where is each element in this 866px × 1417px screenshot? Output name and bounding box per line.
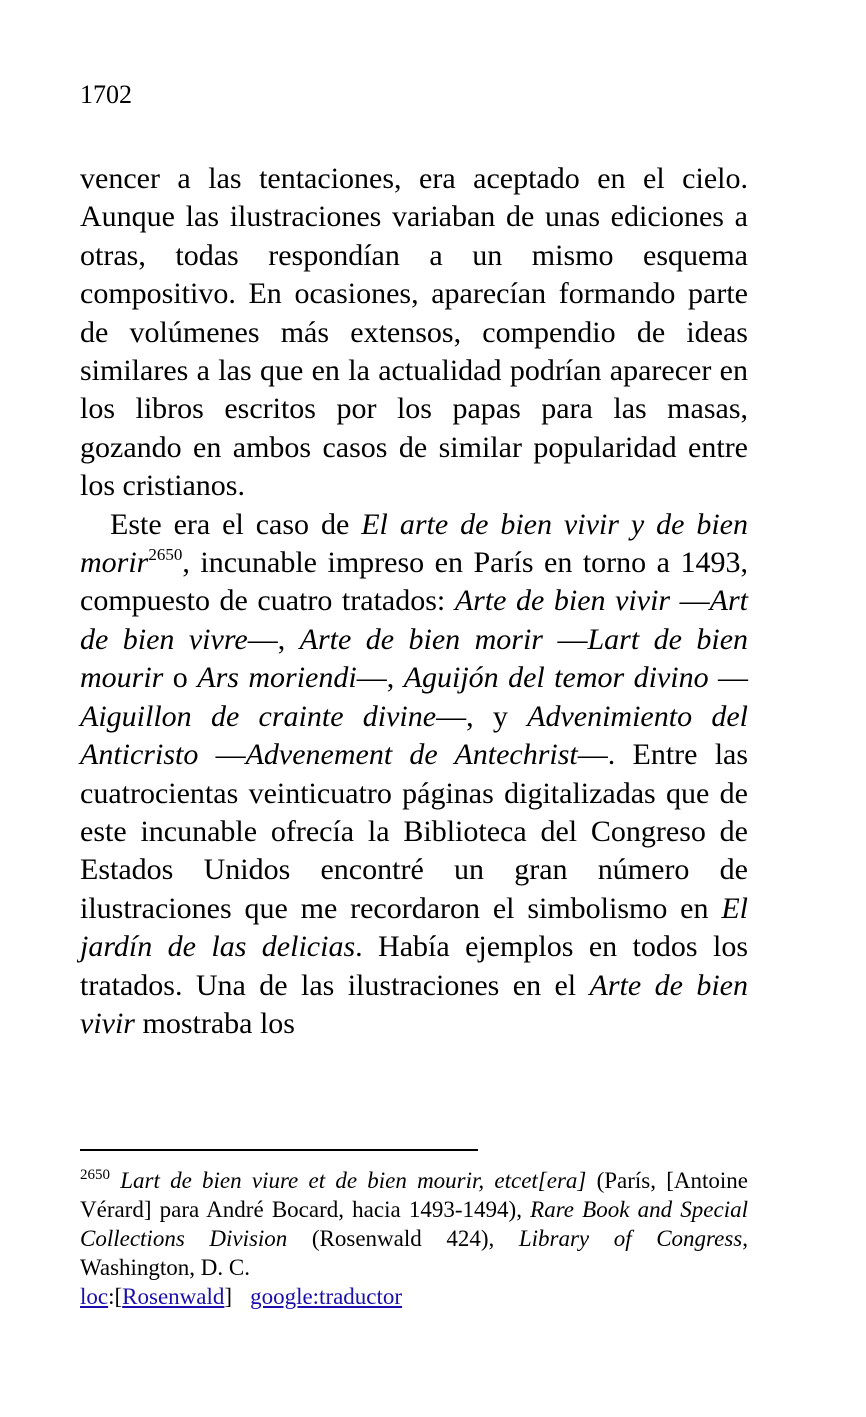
treatise-title: Aiguillon de crainte divine	[80, 699, 437, 733]
text-run: (Rosenwald 424),	[287, 1226, 519, 1251]
paragraph-1: vencer a las tentaciones, era aceptado en el cielo. Aunque las ilustraciones variaban de unas ediciones a otras, todas respondían a un mismo esquema compositivo. En ocasiones, aparecían formando parte de volúmenes más extensos, compendio de ideas similares a las que en la actualidad podrían aparecer en los libros escritos por los papas para las masas, gozando en ambos casos de similar popularidad entre los cristianos.	[80, 162, 748, 503]
main-text	[80, 160, 748, 1043]
link-separator: :[	[108, 1284, 123, 1309]
treatise-title: Lart de bien mourir	[80, 622, 749, 695]
text-run: —	[670, 584, 710, 618]
treatise-title: Arte de bien morir	[299, 622, 543, 656]
footnote-text	[80, 1166, 748, 1282]
source-title: Lart de bien viure et de bien mourir, etcet[era]	[120, 1168, 587, 1193]
rosenwald-link[interactable]: Rosenwald	[122, 1284, 225, 1309]
text-run: —	[198, 738, 246, 772]
treatise-title: Art de bien vivre	[80, 584, 748, 656]
footnote-reference[interactable]: 2650	[148, 545, 183, 565]
paragraph-2	[80, 506, 748, 1044]
text-run: , Washington, D. C.	[80, 1226, 748, 1280]
text-run: (París, [Antoine Vérard] para André Bocard, hacia 1493-1494),	[80, 1168, 748, 1222]
page-number: 1702	[80, 80, 132, 109]
treatise-title: Aguijón del temor divino	[403, 661, 709, 695]
text-run: —,	[356, 661, 404, 695]
text-run: —	[708, 661, 749, 695]
book-title: El arte de bien vivir y de bien morir	[80, 507, 748, 580]
google-translate-link[interactable]: google:traductor	[250, 1284, 403, 1309]
footnote-divider	[80, 1149, 478, 1151]
loc-link[interactable]: loc	[80, 1284, 109, 1309]
text-run: , incunable impreso en París en torno a 1493, compuesto de cuatro tratados:	[80, 546, 748, 618]
treatise-title: Advenement de Antechrist	[245, 738, 578, 772]
text-run: mostraba los	[134, 1006, 295, 1040]
collection-name: Rare Book and Special Collections Division	[80, 1197, 748, 1251]
footnote	[80, 1166, 748, 1311]
footnote-number: 2650	[80, 1167, 110, 1183]
text-run: —, y	[436, 699, 528, 733]
text-run: Este era el caso de	[110, 507, 362, 541]
treatise-title: Arte de bien vivir	[80, 968, 748, 1040]
text-run: —. Entre las cuatrocientas veinticuatro páginas digitalizadas que de este incunable ofrecía la Biblioteca del Congreso de Estados Unidos encontré un gran número de ilustraciones que me recordaron el simbolismo en	[80, 738, 749, 925]
text-run: o	[163, 661, 198, 695]
treatise-title: Arte de bien vivir	[454, 584, 671, 618]
artwork-title: El jardín de las delicias	[80, 891, 748, 964]
treatise-title: Ars moriendi	[197, 661, 357, 695]
text-run: . Había ejemplos en todos los tratados. Una de las ilustraciones en el	[80, 930, 748, 1002]
link-separator: ]	[224, 1284, 233, 1309]
text-run: —,	[247, 622, 300, 656]
text-run: —	[543, 622, 588, 656]
treatise-title: Advenimiento del Anticristo	[80, 699, 748, 772]
institution-name: Library of Congress	[518, 1226, 743, 1251]
footnote-links	[80, 1282, 748, 1311]
